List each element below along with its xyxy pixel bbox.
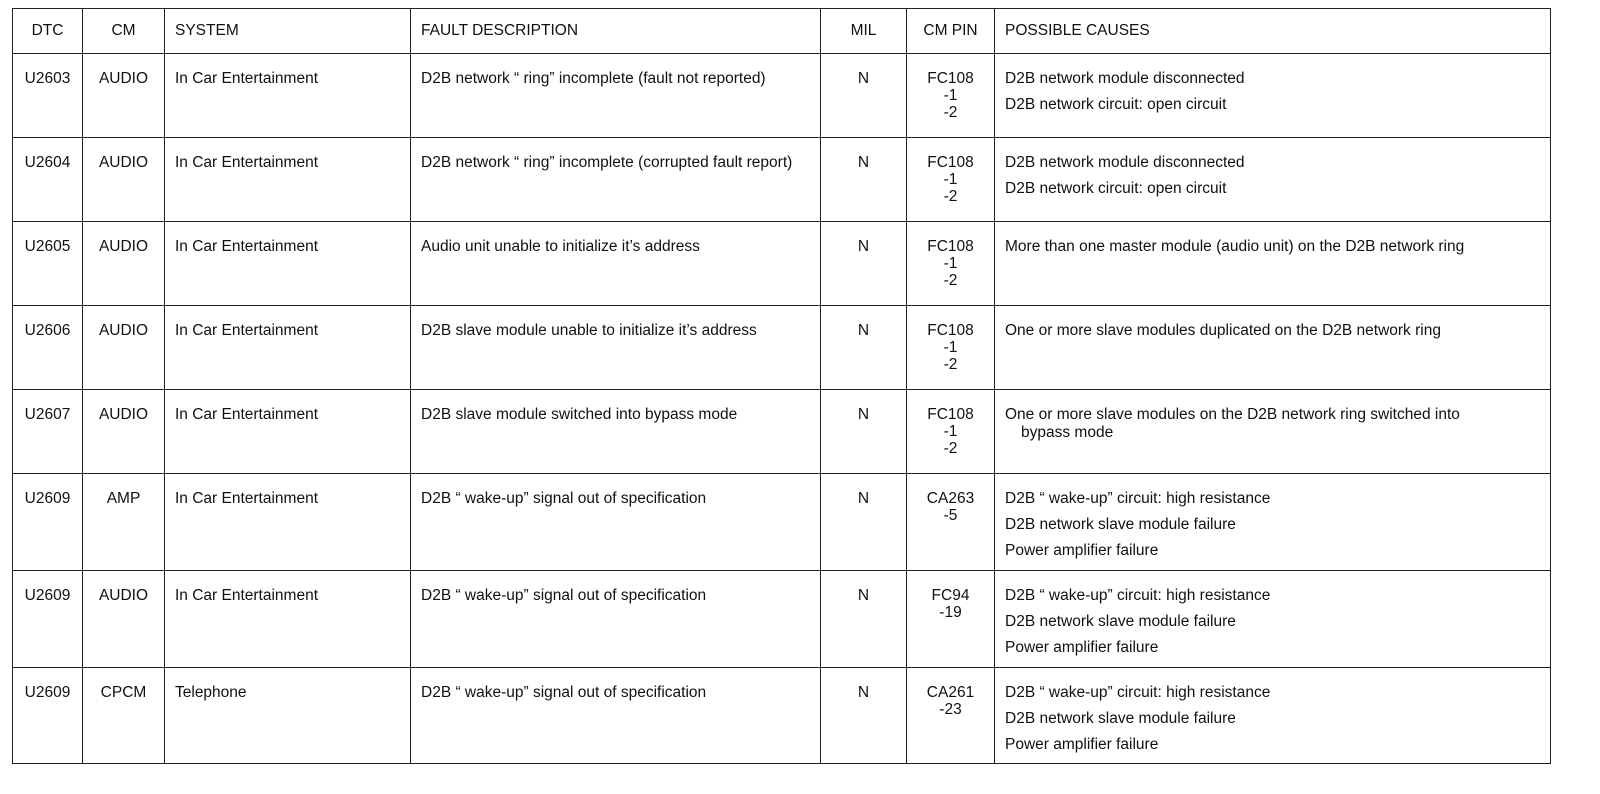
pin-line: FC108	[927, 154, 974, 171]
cm-pin	[907, 138, 995, 222]
pin-line: -1	[943, 423, 958, 440]
possible-cause: D2B network slave module failure	[1005, 516, 1236, 533]
header-row	[13, 9, 1551, 54]
header-cm-pin: CM PIN	[907, 9, 995, 54]
possible-cause: Power amplifier failure	[1005, 736, 1159, 753]
possible-cause: D2B network slave module failure	[1005, 710, 1236, 727]
control-module: AUDIO	[83, 138, 165, 222]
mil-status: N	[821, 571, 907, 668]
dtc-table	[12, 8, 1551, 764]
fault-description: Audio unit unable to initialize it’s address	[411, 222, 821, 306]
pin-line: -1	[943, 171, 958, 188]
system: In Car Entertainment	[165, 390, 411, 474]
header-fault-description: FAULT DESCRIPTION	[411, 9, 821, 54]
possible-cause: More than one master module (audio unit) on the D2B network ring	[1005, 238, 1465, 255]
mil-status: N	[821, 222, 907, 306]
control-module: CPCM	[83, 668, 165, 764]
possible-cause: D2B network module disconnected	[1005, 154, 1245, 171]
pin-line: FC108	[927, 322, 974, 339]
table-row	[13, 222, 1551, 306]
dtc-code: U2609	[13, 668, 83, 764]
pin-line: -2	[943, 356, 958, 373]
control-module: AUDIO	[83, 306, 165, 390]
table-row	[13, 474, 1551, 571]
dtc-code: U2603	[13, 54, 83, 138]
mil-status: N	[821, 54, 907, 138]
pin-line: -2	[943, 272, 958, 289]
possible-causes	[995, 138, 1551, 222]
cm-pin	[907, 222, 995, 306]
possible-cause: D2B “ wake-up” circuit: high resistance	[1005, 587, 1271, 604]
fault-description: D2B “ wake-up” signal out of specification	[411, 474, 821, 571]
table-row	[13, 390, 1551, 474]
possible-causes	[995, 668, 1551, 764]
possible-causes	[995, 474, 1551, 571]
fault-description: D2B slave module unable to initialize it’s address	[411, 306, 821, 390]
pin-line: FC94	[931, 587, 970, 604]
dtc-code: U2607	[13, 390, 83, 474]
cause-line-continued: bypass mode	[1021, 424, 1114, 441]
pin-line: -19	[939, 604, 962, 621]
possible-cause: D2B network circuit: open circuit	[1005, 96, 1227, 113]
system: In Car Entertainment	[165, 571, 411, 668]
header-mil: MIL	[821, 9, 907, 54]
pin-line: -1	[943, 255, 958, 272]
system: Telephone	[165, 668, 411, 764]
pin-line: -2	[943, 188, 958, 205]
cm-pin	[907, 474, 995, 571]
table-row	[13, 306, 1551, 390]
possible-cause: D2B “ wake-up” circuit: high resistance	[1005, 490, 1271, 507]
possible-causes	[995, 571, 1551, 668]
pin-line: -2	[943, 440, 958, 457]
pin-line: -1	[943, 339, 958, 356]
control-module: AUDIO	[83, 222, 165, 306]
dtc-code: U2604	[13, 138, 83, 222]
fault-description: D2B “ wake-up” signal out of specification	[411, 668, 821, 764]
dtc-document	[12, 8, 1550, 764]
pin-line: FC108	[927, 70, 974, 87]
table-row	[13, 54, 1551, 138]
cm-pin	[907, 571, 995, 668]
possible-cause: D2B network module disconnected	[1005, 70, 1245, 87]
table-row	[13, 138, 1551, 222]
possible-causes	[995, 222, 1551, 306]
dtc-code: U2609	[13, 571, 83, 668]
mil-status: N	[821, 474, 907, 571]
fault-description: D2B slave module switched into bypass mode	[411, 390, 821, 474]
control-module: AUDIO	[83, 390, 165, 474]
cm-pin	[907, 390, 995, 474]
header-possible-causes: POSSIBLE CAUSES	[995, 9, 1551, 54]
system: In Car Entertainment	[165, 138, 411, 222]
possible-causes	[995, 54, 1551, 138]
table-row	[13, 571, 1551, 668]
dtc-code: U2606	[13, 306, 83, 390]
possible-causes	[995, 390, 1551, 474]
possible-cause: D2B “ wake-up” circuit: high resistance	[1005, 684, 1271, 701]
cm-pin	[907, 54, 995, 138]
cause-line: One or more slave modules on the D2B network ring switched into	[1005, 406, 1460, 423]
pin-line: FC108	[927, 238, 974, 255]
control-module: AUDIO	[83, 54, 165, 138]
table-header	[13, 9, 1551, 54]
possible-cause: Power amplifier failure	[1005, 542, 1159, 559]
pin-line: CA261	[926, 684, 975, 701]
dtc-code: U2609	[13, 474, 83, 571]
system: In Car Entertainment	[165, 54, 411, 138]
pin-line: -23	[939, 701, 962, 718]
table-row	[13, 668, 1551, 764]
possible-causes	[995, 306, 1551, 390]
possible-cause: D2B network slave module failure	[1005, 613, 1236, 630]
header-cm: CM	[83, 9, 165, 54]
control-module: AMP	[83, 474, 165, 571]
table-body	[13, 54, 1551, 764]
header-system: SYSTEM	[165, 9, 411, 54]
system: In Car Entertainment	[165, 474, 411, 571]
mil-status: N	[821, 390, 907, 474]
pin-line: CA263	[926, 490, 975, 507]
dtc-code: U2605	[13, 222, 83, 306]
cm-pin	[907, 306, 995, 390]
header-dtc: DTC	[13, 9, 83, 54]
mil-status: N	[821, 138, 907, 222]
pin-line: -1	[943, 87, 958, 104]
system: In Car Entertainment	[165, 222, 411, 306]
fault-description: D2B network “ ring” incomplete (fault not reported)	[411, 54, 821, 138]
mil-status: N	[821, 668, 907, 764]
possible-cause: One or more slave modules duplicated on the D2B network ring	[1005, 322, 1441, 339]
cm-pin	[907, 668, 995, 764]
possible-cause: Power amplifier failure	[1005, 639, 1159, 656]
control-module: AUDIO	[83, 571, 165, 668]
system: In Car Entertainment	[165, 306, 411, 390]
pin-line: FC108	[927, 406, 974, 423]
fault-description: D2B network “ ring” incomplete (corrupted fault report)	[411, 138, 821, 222]
possible-cause: D2B network circuit: open circuit	[1005, 180, 1227, 197]
pin-line: -5	[943, 507, 958, 524]
pin-line: -2	[943, 104, 958, 121]
fault-description: D2B “ wake-up” signal out of specification	[411, 571, 821, 668]
mil-status: N	[821, 306, 907, 390]
possible-cause	[1005, 406, 1540, 442]
